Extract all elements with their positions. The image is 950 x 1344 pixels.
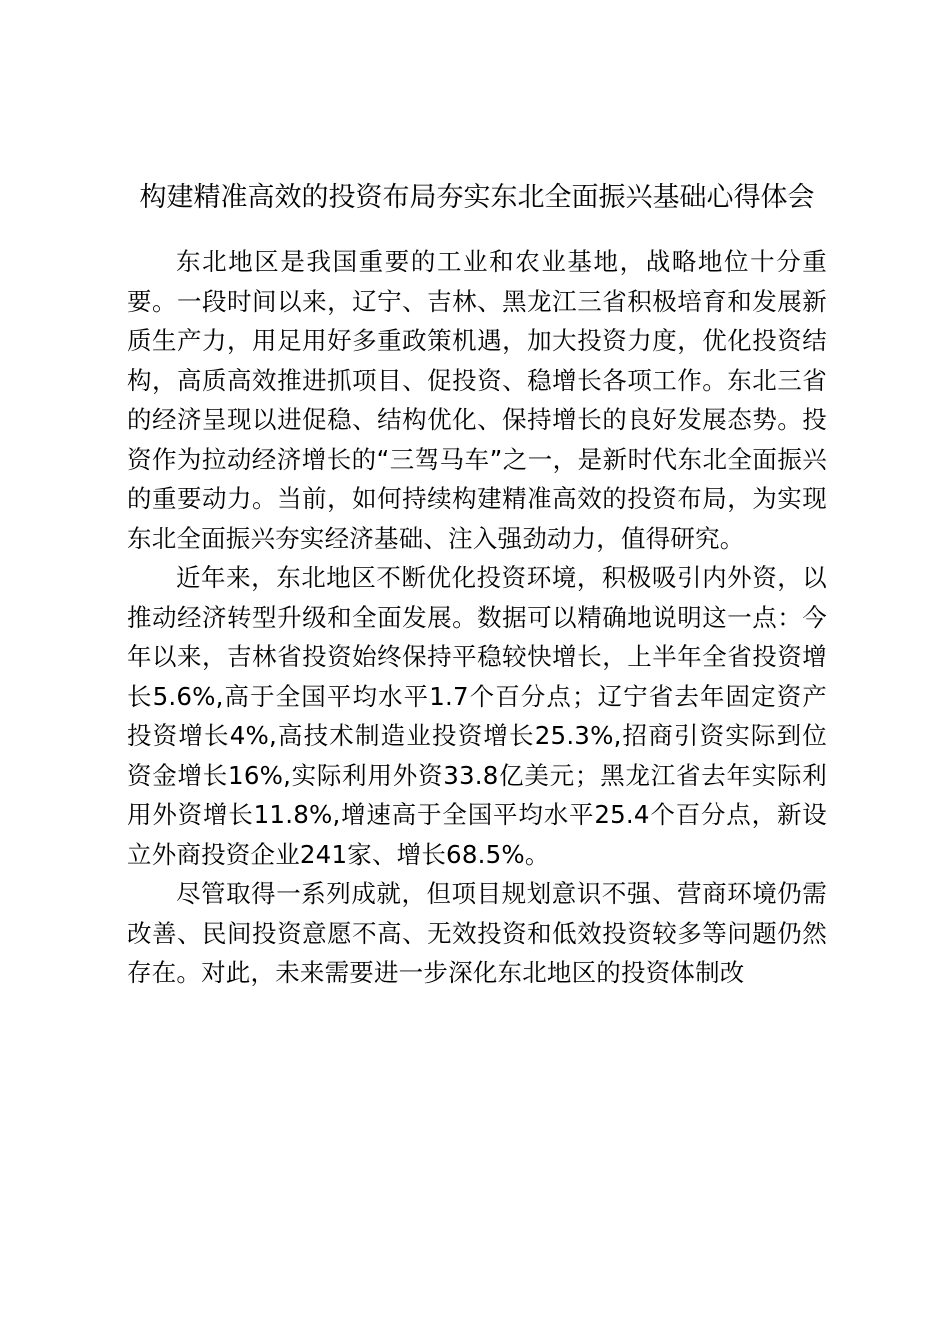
document-title: 构建精准高效的投资布局夯实东北全面振兴基础心得体会 bbox=[139, 182, 815, 213]
body-paragraph-2: 近年来，东北地区不断优化投资环境，积极吸引内外资，以推动经济转型升级和全面发展。数据可以精确地说明这一点：今年以来，吉林省投资始终保持平稳较快增长，上半年全省投资增长5.6%,高于全国平均水平1.7个百分点；辽宁省去年固定资产投资增长4%,高技术制造业投资增长25.3%,招商引资实际到位资金增长16%,实际利用外资33.8亿美元；黑龙江省去年实际利用外资增长11.8%,增速高于全国平均水平25.4个百分点，新设立外商投资企业241家、增长68.5%。 bbox=[127, 563, 827, 869]
document-page bbox=[127, 172, 827, 993]
body-paragraph-1: 东北地区是我国重要的工业和农业基地，战略地位十分重要。一段时间以来，辽宁、吉林、黑龙江三省积极培育和发展新质生产力，用足用好多重政策机遇，加大投资力度，优化投资结构，高质高效推进抓项目、促投资、稳增长各项工作。东北三省的经济呈现以进促稳、结构优化、保持增长的良好发展态势。投资作为拉动经济增长的“三驾马车”之一，是新时代东北全面振兴的重要动力。当前，如何持续构建精准高效的投资布局，为实现东北全面振兴夯实经济基础、注入强劲动力，值得研究。 bbox=[127, 247, 827, 553]
body-paragraph-3: 尽管取得一系列成就，但项目规划意识不强、营商环境仍需改善、民间投资意愿不高、无效投资和低效投资较多等问题仍然存在。对此，未来需要进一步深化东北地区的投资体制改 bbox=[127, 879, 827, 987]
